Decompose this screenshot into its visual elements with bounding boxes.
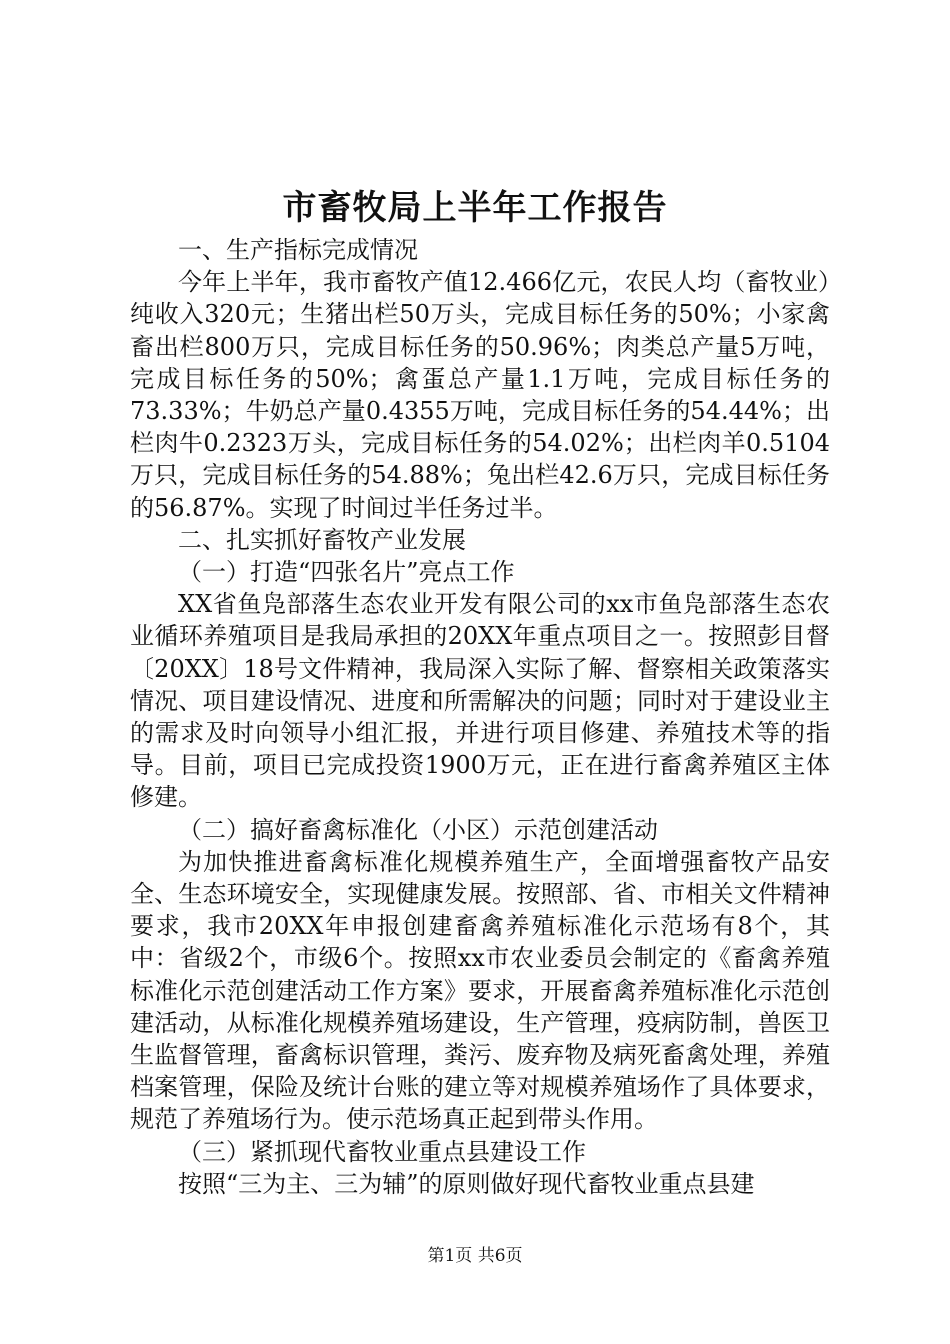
paragraph-standardization: 为加快推进畜禽标准化规模养殖生产，全面增强畜牧产品安全、生态环境安全，实现健康发展。按照部、省、市相关文件精神要求，我市20XX年申报创建畜禽养殖标准化示范场有8个，其中：省级2个，市级6个。按照xx市农业委员会制定的《畜禽养殖标准化示范创建活动工作方案》要求，开展畜禽养殖标准化示范创建活动，从标准化规模养殖场建设，生产管理，疫病防制，兽医卫生监督管理，畜禽标识管理，粪污、废弃物及病死畜禽处理，养殖档案管理，保险及统计台账的建立等对规模养殖场作了具体要求，规范了养殖场行为。使示范场真正起到带头作用。	[130, 847, 830, 1134]
section-heading-1: 一、生产指标完成情况	[178, 236, 418, 264]
subsection-heading-2: （二）搞好畜禽标准化（小区）示范创建活动	[178, 815, 658, 844]
document-body	[130, 234, 830, 1200]
paragraph-key-county: 按照“三为主、三为辅”的原则做好现代畜牧业重点县建	[178, 1169, 755, 1198]
subsection-heading-1: （一）打造“四张名片”亮点工作	[178, 558, 515, 587]
page-footer: 第1页 共6页	[427, 1246, 523, 1266]
subsection-heading-3: （三）紧抓现代畜牧业重点县建设工作	[178, 1137, 586, 1166]
paragraph-four-cards: XX省鱼凫部落生态农业开发有限公司的xx市鱼凫部落生态农业循环养殖项目是我局承担的20XX年重点项目之一。按照彭目督〔20XX〕18号文件精神，我局深入实际了解、督察相关政策落实情况、项目建设情况、进度和所需解决的问题；同时对于建设业主的需求及时向领导小组汇报，并进行项目修建、养殖技术等的指导。目前，项目已完成投资1900万元，正在进行畜禽养殖区主体修建。	[130, 590, 830, 812]
paragraph-production-indicators: 今年上半年，我市畜牧产值12.466亿元，农民人均（畜牧业）纯收入320元；生猪出栏50万头，完成目标任务的50%；小家禽畜出栏800万只，完成目标任务的50.96%；肉类总产量5万吨，完成目标任务的50%；禽蛋总产量1.1万吨，完成目标任务的73.33%；牛奶总产量0.4355万吨，完成目标任务的54.44%；出栏肉牛0.2323万头，完成目标任务的54.02%；出栏肉羊0.5104万只，完成目标任务的54.88%；兔出栏42.6万只，完成目标任务的56.87%。实现了时间过半任务过半。	[130, 268, 830, 522]
document-title: 市畜牧局上半年工作报告	[282, 188, 668, 228]
section-heading-2: 二、扎实抓好畜牧产业发展	[178, 525, 466, 554]
